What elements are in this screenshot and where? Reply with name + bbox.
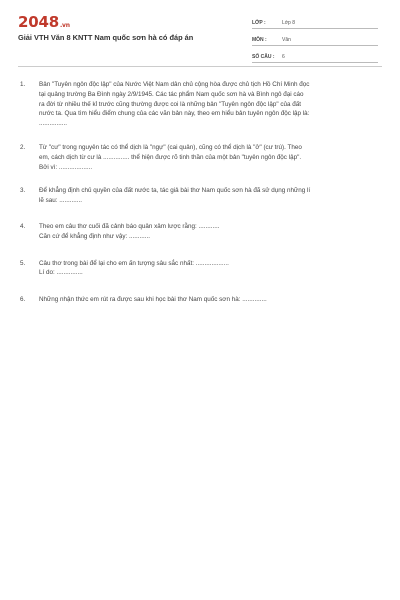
- meta-label: LỚP :: [252, 20, 266, 26]
- question-number: 5.: [20, 259, 26, 267]
- meta-label: MÔN :: [252, 37, 267, 43]
- meta-value: 6: [282, 54, 285, 60]
- meta-value: Văn: [282, 37, 291, 43]
- question-text: Bản "Tuyên ngôn độc lập" của Nước Việt Nam dân chủ cộng hòa được chủ tịch Hồ Chí Minh đọc tại quảng trường Ba Đình ngày 2/9/1945. Các tác phẩm Nam quốc sơn hà và Bình ngô đại cáo ra đời từ nhiều thế kỉ trước cũng thường được coi là những bản "Tuyên ngôn độc lập" của đất nước ta. Qua tìm hiểu điểm chung của các văn bản này, theo em hiểu bản tuyên ngôn độc lập là: ................: [39, 81, 310, 128]
- question-text: Theo em câu thơ cuối đã cảnh báo quân xâm lược rằng: ............ Căn cứ để khẳng định như vậy: ............: [39, 222, 220, 240]
- question-4: [20, 222, 382, 242]
- meta-value: Lớp 8: [282, 20, 296, 26]
- site-logo[interactable]: 2048.vn: [18, 13, 70, 31]
- meta-info-box: [252, 14, 378, 65]
- question-list: [20, 80, 382, 305]
- meta-row-count: [252, 48, 378, 63]
- question-6: [20, 295, 382, 305]
- question-5: [20, 259, 382, 279]
- question-number: 4.: [20, 222, 26, 230]
- question-3: [20, 186, 382, 206]
- meta-row-class: [252, 14, 378, 29]
- question-1: [20, 80, 382, 129]
- question-text: Câu thơ trong bài để lại cho em ấn tượng sâu sắc nhất: ................... Lí do: ...............: [39, 259, 229, 277]
- question-text: Để khẳng định chủ quyền của đất nước ta, tác giả bài thơ Nam quốc sơn hà đã sử dụng những lí lẽ sau: .............: [39, 187, 311, 205]
- question-2: [20, 143, 382, 172]
- page-title: Giải VTH Văn 8 KNTT Nam quốc sơn hà có đáp án: [18, 33, 194, 42]
- question-number: 1.: [20, 81, 26, 88]
- meta-label: SỐ CÂU :: [252, 54, 275, 60]
- question-number: 2.: [20, 143, 26, 151]
- question-text: Từ "cư" trong nguyên tác có thể dịch là "ngự" (cai quản), cũng có thể dịch là "ở" (cư trú). Theo em, cách dịch từ cư là ............... thể hiện được rõ tinh thần của một bản "tuyên ngôn độc lập". Bởi vì: ...................: [39, 143, 302, 171]
- meta-row-subject: [252, 31, 378, 46]
- question-number: 3.: [20, 187, 26, 195]
- question-text: Những nhận thức em rút ra được sau khi học bài thơ Nam quốc sơn hà: ..............: [39, 296, 267, 304]
- question-number: 6.: [20, 296, 26, 304]
- header-divider: [18, 66, 382, 67]
